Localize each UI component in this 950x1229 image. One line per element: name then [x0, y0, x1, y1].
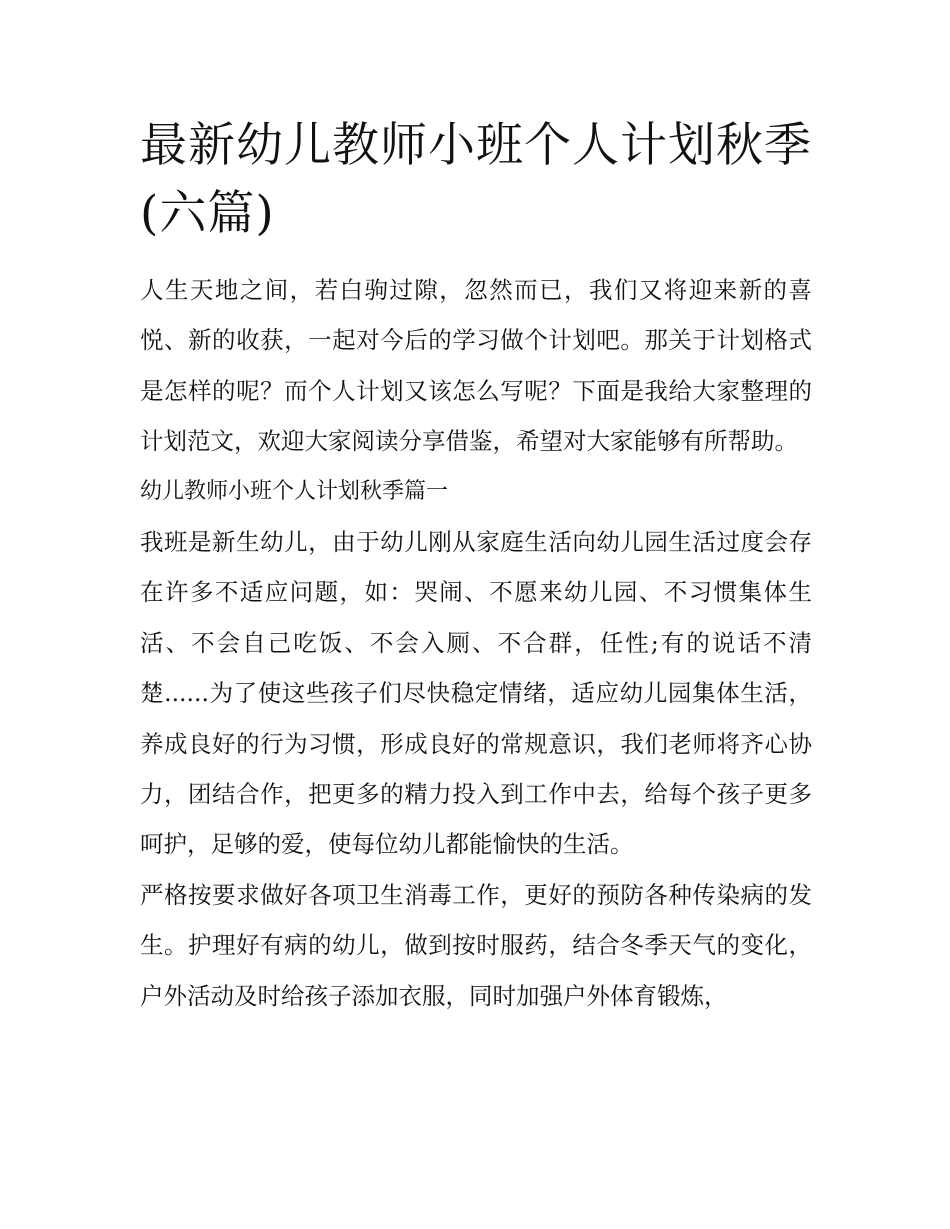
document-title: 最新幼儿教师小班个人计划秋季(六篇): [140, 118, 812, 241]
body-paragraph-2: 严格按要求做好各项卫生消毒工作，更好的预防各种传染病的发生。护理好有病的幼儿，做到按时服药，结合冬季天气的变化，户外活动及时给孩子添加衣服，同时加强户外体育锻炼，: [140, 880, 812, 1010]
section-heading: 幼儿教师小班个人计划秋季篇一: [140, 478, 449, 504]
body-paragraph-1: 我班是新生幼儿，由于幼儿刚从家庭生活向幼儿园生活过度会存在许多不适应问题，如：哭闹、不愿来幼儿园、不习惯集体生活、不会自己吃饭、不会入厕、不合群，任性;有的说话不清楚......为了使这些孩子们尽快稳定情绪，适应幼儿园集体生活，养成良好的行为习惯，形成良好的常规意识，我们老师将齐心协力，团结合作，把更多的精力投入到工作中去，给每个孩子更多呵护，足够的爱，使每位幼儿都能愉快的生活。: [140, 528, 812, 859]
intro-paragraph: 人生天地之间，若白驹过隙，忽然而已，我们又将迎来新的喜悦、新的收获，一起对今后的学习做个计划吧。那关于计划格式是怎样的呢？而个人计划又该怎么写呢？下面是我给大家整理的计划范文，欢迎大家阅读分享借鉴，希望对大家能够有所帮助。: [140, 276, 812, 456]
document-page: [140, 112, 812, 1021]
